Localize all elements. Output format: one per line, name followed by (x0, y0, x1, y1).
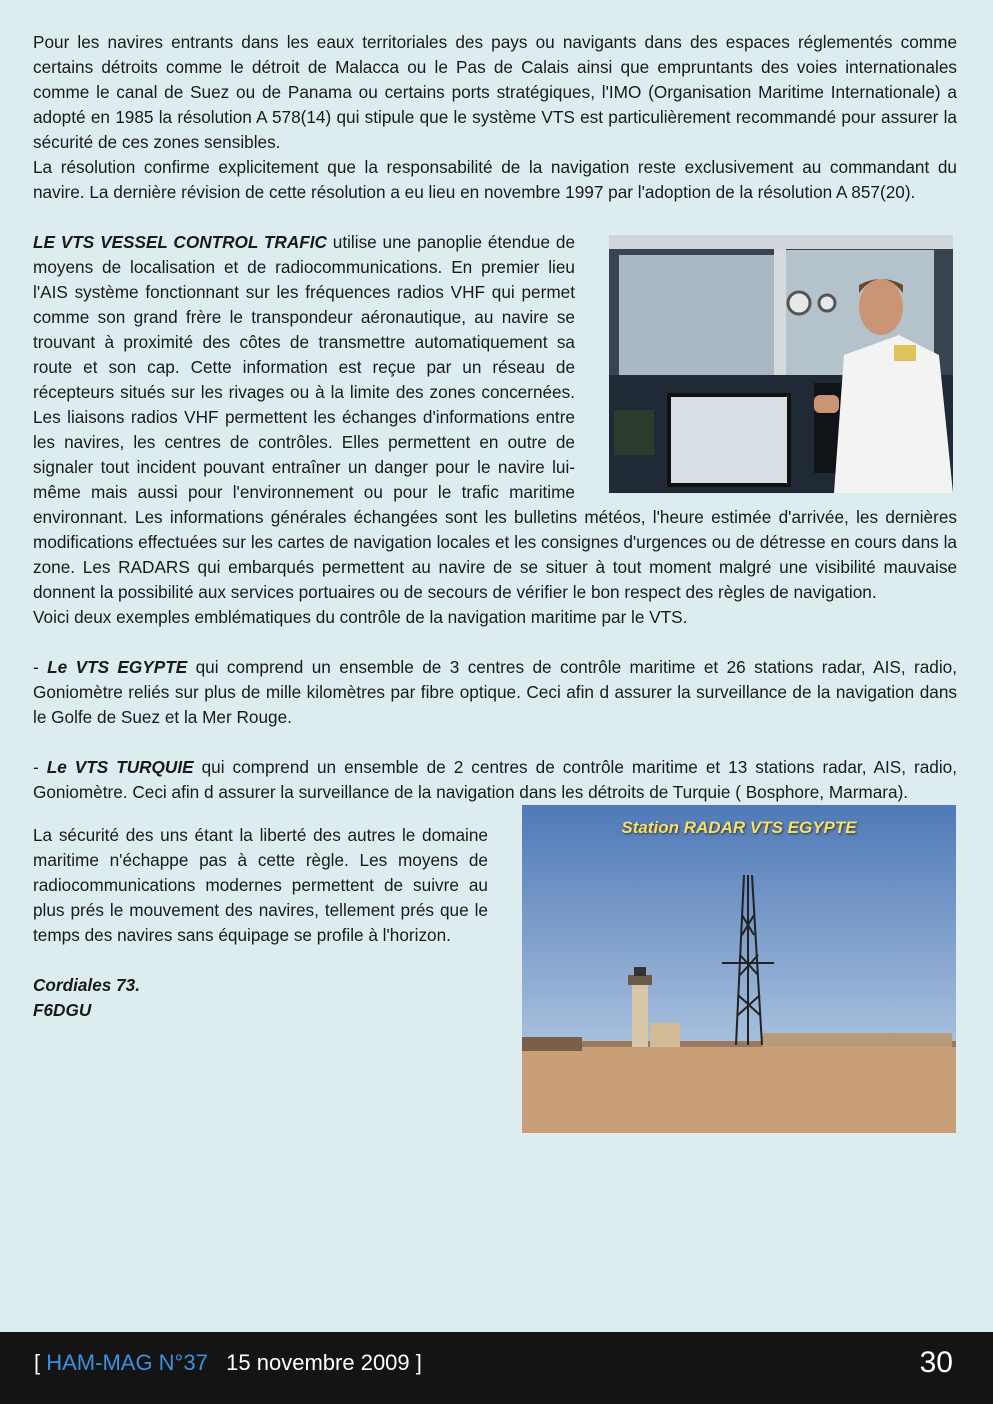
signature-greeting: Cordiales 73. (33, 975, 140, 995)
signature-callsign: F6DGU (33, 1000, 92, 1020)
article-body (33, 30, 957, 1141)
paragraph-conclusion: La sécurité des uns étant la liberté des autres le domaine maritime n'échappe pas à cette règle. Les moyens de radiocommunications modernes permettent de suivre au plus prés le mouvement des navires, tellement prés que le temps des navires sans équipage se profile à l'horizon. (33, 825, 488, 945)
vts-turquie-label: Le VTS TURQUIE (46, 757, 194, 777)
footer-issue: [ HAM-MAG N°37 15 novembre 2009 ] (34, 1350, 422, 1375)
paragraph-vts-egypte: - Le VTS EGYPTE qui comprend un ensemble de 3 centres de contrôle maritime et 26 stations radar, AIS, radio, Goniomètre reliés sur plus de mille kilomètres par fibre optique. Ceci afin d assurer la surveillance de la navigation dans le Golfe de Suez et la Mer Rouge. (33, 657, 958, 727)
vts-egypte-label: Le VTS EGYPTE (47, 657, 188, 677)
issue-date: 15 novembre 2009 ] (207, 1350, 422, 1375)
vts-heading: LE VTS VESSEL CONTROL TRAFIC (33, 232, 327, 252)
radar-station-photo (522, 805, 956, 1133)
paragraph-examples-intro: Voici deux exemples emblématiques du contrôle de la navigation maritime par le VTS. (33, 607, 688, 627)
magazine-name: HAM-MAG N°37 (46, 1350, 208, 1375)
paragraph-vts-turquie: - Le VTS TURQUIE qui comprend un ensemble de 2 centres de contrôle maritime et 13 stations radar, AIS, radio, Goniomètre. Ceci afin d assurer la surveillance de la navigation dans les détroits de Turquie ( Bosphore, Marmara). (33, 757, 957, 802)
paragraph-imo: Pour les navires entrants dans les eaux territoriales des pays ou navigants dans des espaces réglementés comme certains détroits comme le détroit de Malacca ou le Pas de Calais ainsi que empruntants des voies internationales comme le canal de Suez ou de Panama ou certains ports stratégiques, l'IMO (Organisation Maritime Internationale) a adopté en 1985 la résolution A 578(14) qui stipule que le système VTS est particulièrement recommandé pour assurer la sécurité de ces zones sensibles. (33, 32, 957, 152)
page-footer (0, 1332, 993, 1404)
paragraph-vts-means: LE VTS VESSEL CONTROL TRAFIC utilise une panoplie étendue de moyens de localisation et de radiocommunications. En premier lieu l'AIS système fonctionnant sur les fréquences radios VHF qui permet comme son grand frère le transpondeur aéronautique, au navire se trouvant à proximité des côtes de transmettre automatiquement sa route et son cap. Cette information est reçue par un réseau de récepteurs situés sur les rivages ou à la limite des zones concernées. Les liaisons radios VHF permettent les échanges d'informations entre les navires, les centres de contrôles. Elles permettent en outre de signaler tout incident pouvant entraîner un danger pour le navire lui-même mais aussi pour l'environnement ou pour le trafic maritime environnant. Les informations générales échangées sont les bulletins météos, l'heure estimée d'arrivée, les dernières modifications effectuées sur les cartes de navigation locales et les consignes d'urgences ou de détresse en cours dans la zone. Les RADARS qui embarqués permettent au navire de se situer à tout moment malgré une visibilité mauvaise donnent la possibilité aux services portuaires ou de secours de vérifier le bon respect des règles de navigation. (33, 232, 957, 602)
radar-station-caption: Station RADAR VTS EGYPTE (621, 818, 857, 837)
page-number: 30 (919, 1346, 953, 1379)
bridge-officer-photo (609, 235, 953, 493)
paragraph-resolution: La résolution confirme explicitement que la responsabilité de la navigation reste exclusivement au commandant du navire. La dernière révision de cette résolution a eu lieu en novembre 1997 par l'adoption de la résolution A 857(20). (33, 157, 957, 202)
